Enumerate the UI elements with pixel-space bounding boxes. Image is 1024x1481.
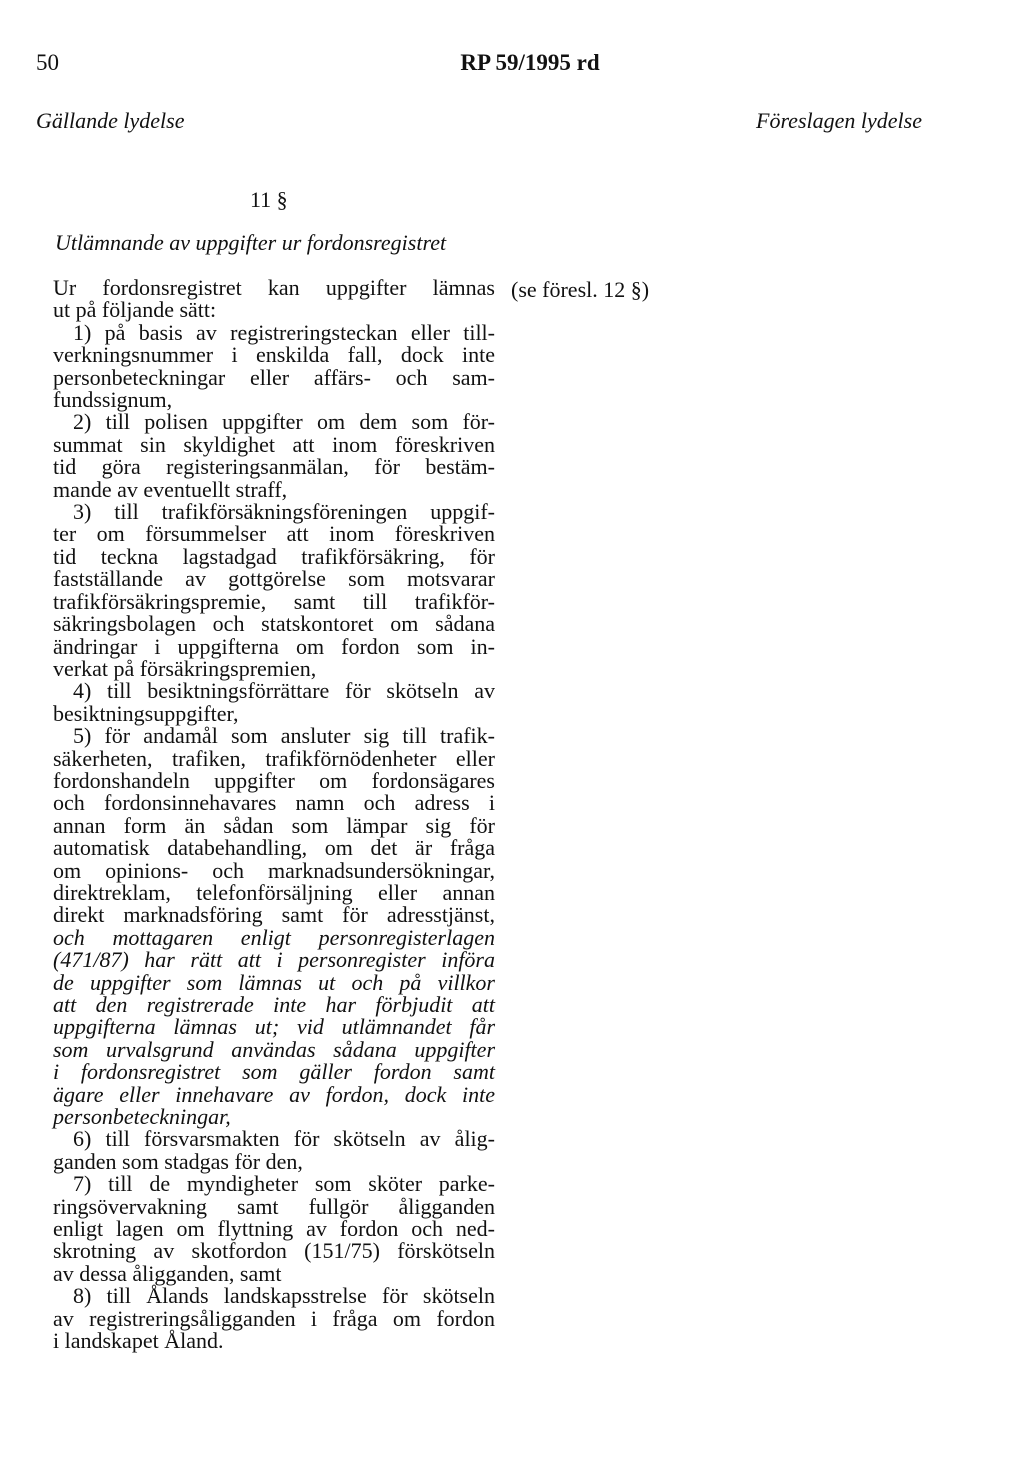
body-text-line: av dessa åligganden, samt — [53, 1260, 282, 1286]
body-text-line: 3) till trafikförsäkningsföreningen uppgif- — [73, 499, 495, 525]
body-text-line: enligt lagen om flyttning av fordon och ned- — [53, 1216, 495, 1242]
body-text-line: fundssignum, — [53, 387, 173, 413]
body-text-line: automatisk databehandling, om det är fråga — [53, 835, 495, 861]
body-text-line: säkerheten, trafiken, trafikförnödenheter eller — [53, 745, 495, 771]
body-text-line: och mottagaren enligt personregisterlagen — [53, 924, 495, 950]
body-text-line: i landskapet Åland. — [53, 1328, 224, 1354]
body-text-line: 8) till Ålands landskapsstrelse för skötseln — [73, 1283, 495, 1309]
section-heading: Utlämnande av uppgifter ur fordonsregistret — [55, 230, 447, 255]
body-text-line: personbeteckningar, — [53, 1104, 231, 1130]
body-text-line: direkt marknadsföring samt för adresstjänst, — [53, 902, 495, 928]
body-text-line: 1) på basis av registreringsteckan eller till- — [73, 319, 495, 345]
proposed-text-reference: (se föresl. 12 §) — [511, 277, 650, 302]
body-text-line: att den registrerade inte har förbjudit att — [53, 992, 495, 1017]
body-text-line: de uppgifter som lämnas ut och på villkor — [53, 969, 495, 995]
body-text-line: 7) till de myndigheter som sköter parke- — [73, 1171, 495, 1197]
body-text-line: uppgifterna lämnas ut; vid utlämnandet får — [53, 1014, 495, 1040]
body-text-line: i fordonsregistret som gäller fordon samt — [53, 1059, 495, 1085]
page-number: 50 — [36, 50, 59, 75]
body-text-line: ändringar i uppgifterna om fordon som in- — [53, 633, 495, 659]
current-text-column — [53, 277, 495, 1353]
document-reference: RP 59/1995 rd — [460, 50, 600, 75]
body-text-line: direktreklam, telefonförsäljning eller annan — [53, 879, 495, 905]
body-text-line: verkningsnummer i enskilda fall, dock inte — [53, 342, 495, 368]
body-text-line: (471/87) har rätt att i personregister införa — [53, 947, 495, 973]
body-text-line: ringsövervakning samt fullgör åligganden — [53, 1193, 495, 1219]
body-text-line: fastställande av gottgörelse som motsvarar — [53, 566, 495, 592]
body-text-line: Ur fordonsregistret kan uppgifter lämnas — [53, 275, 495, 300]
body-text-line: 5) för andamål som ansluter sig till trafik- — [73, 723, 495, 749]
body-text-line: tid teckna lagstadgad trafikförsäkring, för — [53, 543, 495, 569]
body-text-line: besiktningsuppgifter, — [53, 700, 239, 726]
body-text-line: fordonshandeln uppgifter om fordonsägares — [53, 767, 495, 793]
body-text-line: tid göra registeringsanmälan, för bestäm- — [53, 454, 495, 480]
body-text-line: summat sin skyldighet att inom föreskriven — [53, 431, 495, 457]
body-text-line: ter om försummelser att inom föreskriven — [53, 521, 495, 547]
body-text-line: 4) till besiktningsförrättare för skötseln av — [73, 678, 495, 704]
body-text-line: och fordonsinnehavares namn och adress i — [53, 790, 495, 816]
body-text-line: trafikförsäkringspremie, samt till trafikför- — [53, 588, 495, 614]
body-text-line: säkringsbolagen och statskontoret om sådana — [53, 611, 495, 637]
body-text-line: annan form än sådan som lämpar sig för — [53, 812, 495, 838]
column-heading-proposed: Föreslagen lydelse — [756, 108, 922, 133]
body-text-line: personbeteckningar eller affärs- och sam- — [53, 364, 495, 390]
body-text-line: 2) till polisen uppgifter om dem som för- — [73, 409, 495, 435]
body-text-line: verkat på försäkringspremien, — [53, 655, 317, 681]
body-text-line: av registreringsåligganden i fråga om fordon — [53, 1305, 495, 1331]
body-text-line: om opinions- och marknadsundersökningar, — [53, 857, 495, 883]
body-text-line: 6) till försvarsmakten för skötseln av ålig- — [73, 1126, 495, 1152]
body-text-line: skrotning av skotfordon (151/75) förskötseln — [53, 1238, 495, 1264]
body-text-line: ut på följande sätt: — [53, 297, 217, 323]
body-text-line: ägare eller innehavare av fordon, dock inte — [53, 1081, 495, 1107]
column-heading-current: Gällande lydelse — [36, 108, 185, 133]
body-text-line: ganden som stadgas för den, — [53, 1148, 303, 1174]
section-number: 11 § — [250, 187, 288, 212]
body-text-line: mande av eventuellt straff, — [53, 476, 288, 502]
body-text-line: som urvalsgrund användas sådana uppgifter — [53, 1036, 495, 1062]
